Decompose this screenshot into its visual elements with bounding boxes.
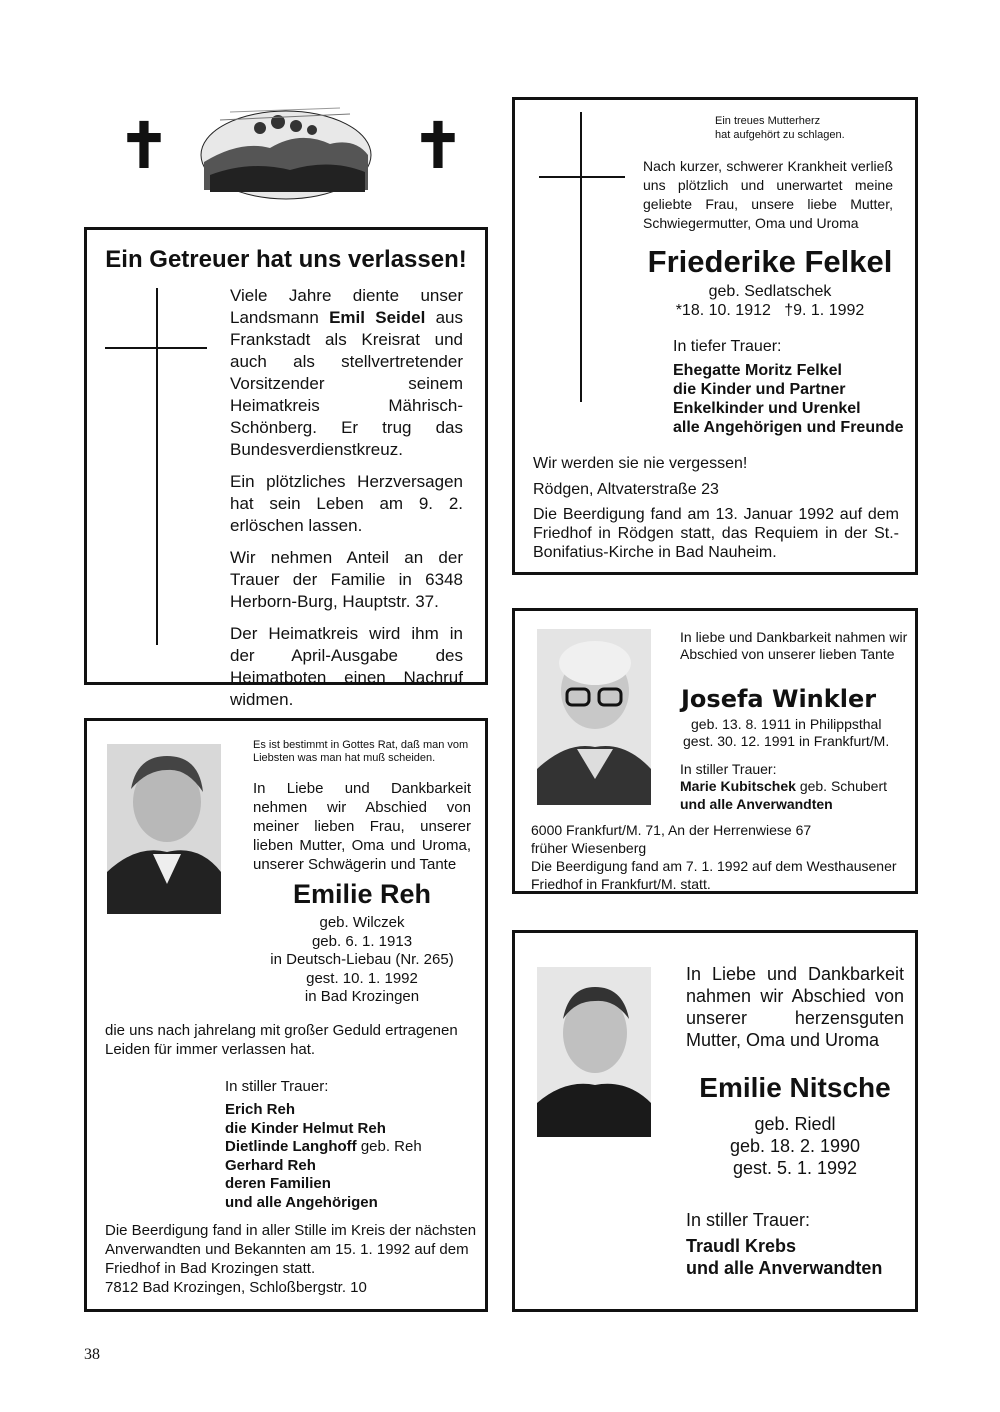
winkler-addr1: 6000 Frankfurt/M. 71, An der Herrenwiese 67 (531, 822, 812, 838)
reh-mourner (225, 1138, 422, 1157)
landscape-illustration (200, 100, 372, 200)
winkler-died: gest. 30. 12. 1991 in Frankfurt/M. (683, 733, 890, 749)
winkler-funeral: Die Beerdigung fand am 7. 1. 1992 auf dem Westhausener Friedhof in Frankfurt/M. statt. (531, 858, 897, 892)
winkler-name: Josefa Winkler (681, 685, 877, 713)
felkel-born-name: geb. Sedlatschek (708, 283, 832, 300)
reh-notice (84, 718, 488, 1312)
seidel-p2: Ein plötzliches Herzversagen hat sein Leben am 9. 2. erlöschen lassen. (230, 472, 463, 535)
seidel-text (230, 285, 463, 711)
nitsche-born-name: geb. Riedl (754, 1114, 836, 1134)
nitsche-intro: In Liebe und Dankbarkeit nahmen wir Abschied von unserer herzensguten Mutter, Oma und Uroma (686, 964, 904, 1050)
reh-died-place: in Bad Krozingen (304, 988, 420, 1005)
felkel-name: Friederike Felkel (647, 244, 893, 279)
felkel-motto-line1: Ein treues Mutterherz (715, 115, 821, 127)
nitsche-birth-block (675, 1113, 915, 1179)
seidel-title: Ein Getreuer hat uns verlassen! (105, 246, 467, 273)
nitsche-mourner: und alle Anverwandten (686, 1258, 883, 1278)
seidel-p4: Der Heimatkreis wird ihm in der April-Ausgabe des Heimatboten einen Nachruf widmen. (230, 624, 463, 709)
winkler-mourner1 (680, 777, 887, 795)
seidel-notice (84, 227, 488, 709)
winkler-mourning-label: In stiller Trauer: (680, 761, 777, 777)
nitsche-notice (512, 930, 918, 1312)
winkler-mourner1-rest: geb. Schubert (795, 778, 887, 794)
reh-born: geb. 6. 1. 1913 (311, 932, 413, 950)
cross-vertical (580, 112, 582, 402)
reh-died: gest. 10. 1. 1992 (306, 969, 418, 987)
seidel-p3: Wir nehmen Anteil an der Trauer der Familie in 6348 Herborn-Burg, Hauptstr. 37. (230, 548, 463, 611)
reh-mourner: und alle Angehörigen (225, 1193, 378, 1211)
nitsche-born: geb. 18. 2. 1990 (729, 1136, 861, 1156)
page-number: 38 (84, 1346, 100, 1363)
reh-mourner-rest: geb. Reh (356, 1138, 422, 1155)
felkel-mourner: die Kinder und Partner (673, 381, 846, 398)
winkler-mourner1-name: Marie Kubitschek (680, 778, 796, 794)
nitsche-died: gest. 5. 1. 1992 (732, 1158, 858, 1178)
reh-born-place: in Deutsch-Liebau (Nr. 265) (270, 951, 454, 968)
reh-mourners (225, 1101, 422, 1212)
reh-mourner: deren Familien (225, 1175, 331, 1192)
reh-mourner: die Kinder Helmut Reh (225, 1119, 386, 1137)
nitsche-mourning-label: In stiller Trauer: (686, 1210, 811, 1230)
nitsche-mourners (686, 1235, 882, 1279)
felkel-mourning-label: In tiefer Trauer: (673, 338, 782, 355)
winkler-born: geb. 13. 8. 1911 in Philippsthal (691, 716, 882, 732)
reh-mourner-name: Dietlinde Langhoff (225, 1138, 357, 1155)
winkler-addr2: früher Wiesenberg (531, 840, 647, 856)
cross-right-icon: ✝ (412, 112, 464, 181)
felkel-intro: Nach kurzer, schwerer Krankheit verließ uns plötzlich und unerwartet meine geliebte Frau, unsere liebe Mutter, Schwiegermutter, Oma und Uroma (643, 158, 893, 231)
felkel-mourner: Ehegatte Moritz Felkel (673, 362, 842, 379)
felkel-mourner: Enkelkinder und Urenkel (673, 400, 861, 417)
nitsche-mourner: Traudl Krebs (686, 1236, 797, 1256)
felkel-motto (715, 114, 885, 142)
felkel-funeral: Die Beerdigung fand am 13. Januar 1992 auf dem Friedhof in Rödgen statt, das Requiem in der St.-Bonifatius-Kirche in Bad Nauheim. (533, 506, 899, 561)
seidel-p1-b: aus Frankstadt als Kreisrat und auch als stellvertretender Vorsitzender seinem Heimatkreis Mährisch-Schönberg. Er trug das Bundesverdienstkreuz. (230, 308, 463, 459)
winkler-mourner2: und alle Anverwandten (680, 796, 833, 812)
reh-mourner: Gerhard Reh (225, 1156, 316, 1174)
reh-photo (107, 744, 221, 914)
nitsche-name: Emilie Nitsche (699, 1072, 891, 1103)
reh-motto: Es ist bestimmt in Gottes Rat, daß man vom Liebsten was man hat muß scheiden. (253, 739, 469, 764)
seidel-name: Emil Seidel (329, 308, 426, 327)
felkel-mourner: alle Angehörigen und Freunde (673, 419, 904, 436)
winkler-intro: In liebe und Dankbarkeit nahmen wir Abschied von unserer lieben Tante (680, 629, 908, 662)
cross-left-icon: ✝ (118, 112, 170, 181)
reh-born-name: geb. Wilczek (319, 914, 405, 931)
felkel-mourners (673, 361, 904, 437)
winkler-footer (531, 821, 911, 893)
cross-horizontal (105, 347, 207, 349)
felkel-never-forget: Wir werden sie nie vergessen! (533, 455, 748, 472)
felkel-address: Rödgen, Altvaterstraße 23 (533, 481, 719, 498)
seidel-p1-a: Viele Jahre diente unser Landsmann (230, 286, 463, 327)
felkel-dates: *18. 10. 1912 †9. 1. 1992 (675, 302, 865, 319)
winkler-photo (537, 629, 651, 805)
reh-intro: In Liebe und Dankbarkeit nehmen wir Abschied von meiner lieben Frau, unserer lieben Mutter, Oma und Uroma, unserer Schwägerin und Tante (253, 780, 471, 873)
reh-name: Emilie Reh (292, 879, 432, 909)
felkel-notice (512, 97, 918, 575)
felkel-motto-line2: hat aufgehört zu schlagen. (715, 129, 845, 141)
reh-text: die uns nach jahrelang mit großer Geduld ertragenen Leiden für immer verlassen hat. (105, 1022, 458, 1058)
reh-mourner: Erich Reh (225, 1101, 296, 1118)
reh-address: 7812 Bad Krozingen, Schloßbergstr. 10 (105, 1279, 367, 1296)
winkler-notice (512, 608, 918, 894)
reh-funeral: Die Beerdigung fand in aller Stille im Kreis der nächsten Anverwandten und Bekannten am 15. 1. 1992 auf dem Friedhof in Bad Krozingen statt. (105, 1222, 477, 1277)
reh-birth-block (237, 914, 487, 1007)
reh-mourning-label: In stiller Trauer: (225, 1078, 329, 1095)
cross-vertical (156, 288, 158, 645)
reh-footer (105, 1221, 479, 1297)
cross-horizontal (539, 176, 625, 178)
nitsche-photo (537, 967, 651, 1137)
